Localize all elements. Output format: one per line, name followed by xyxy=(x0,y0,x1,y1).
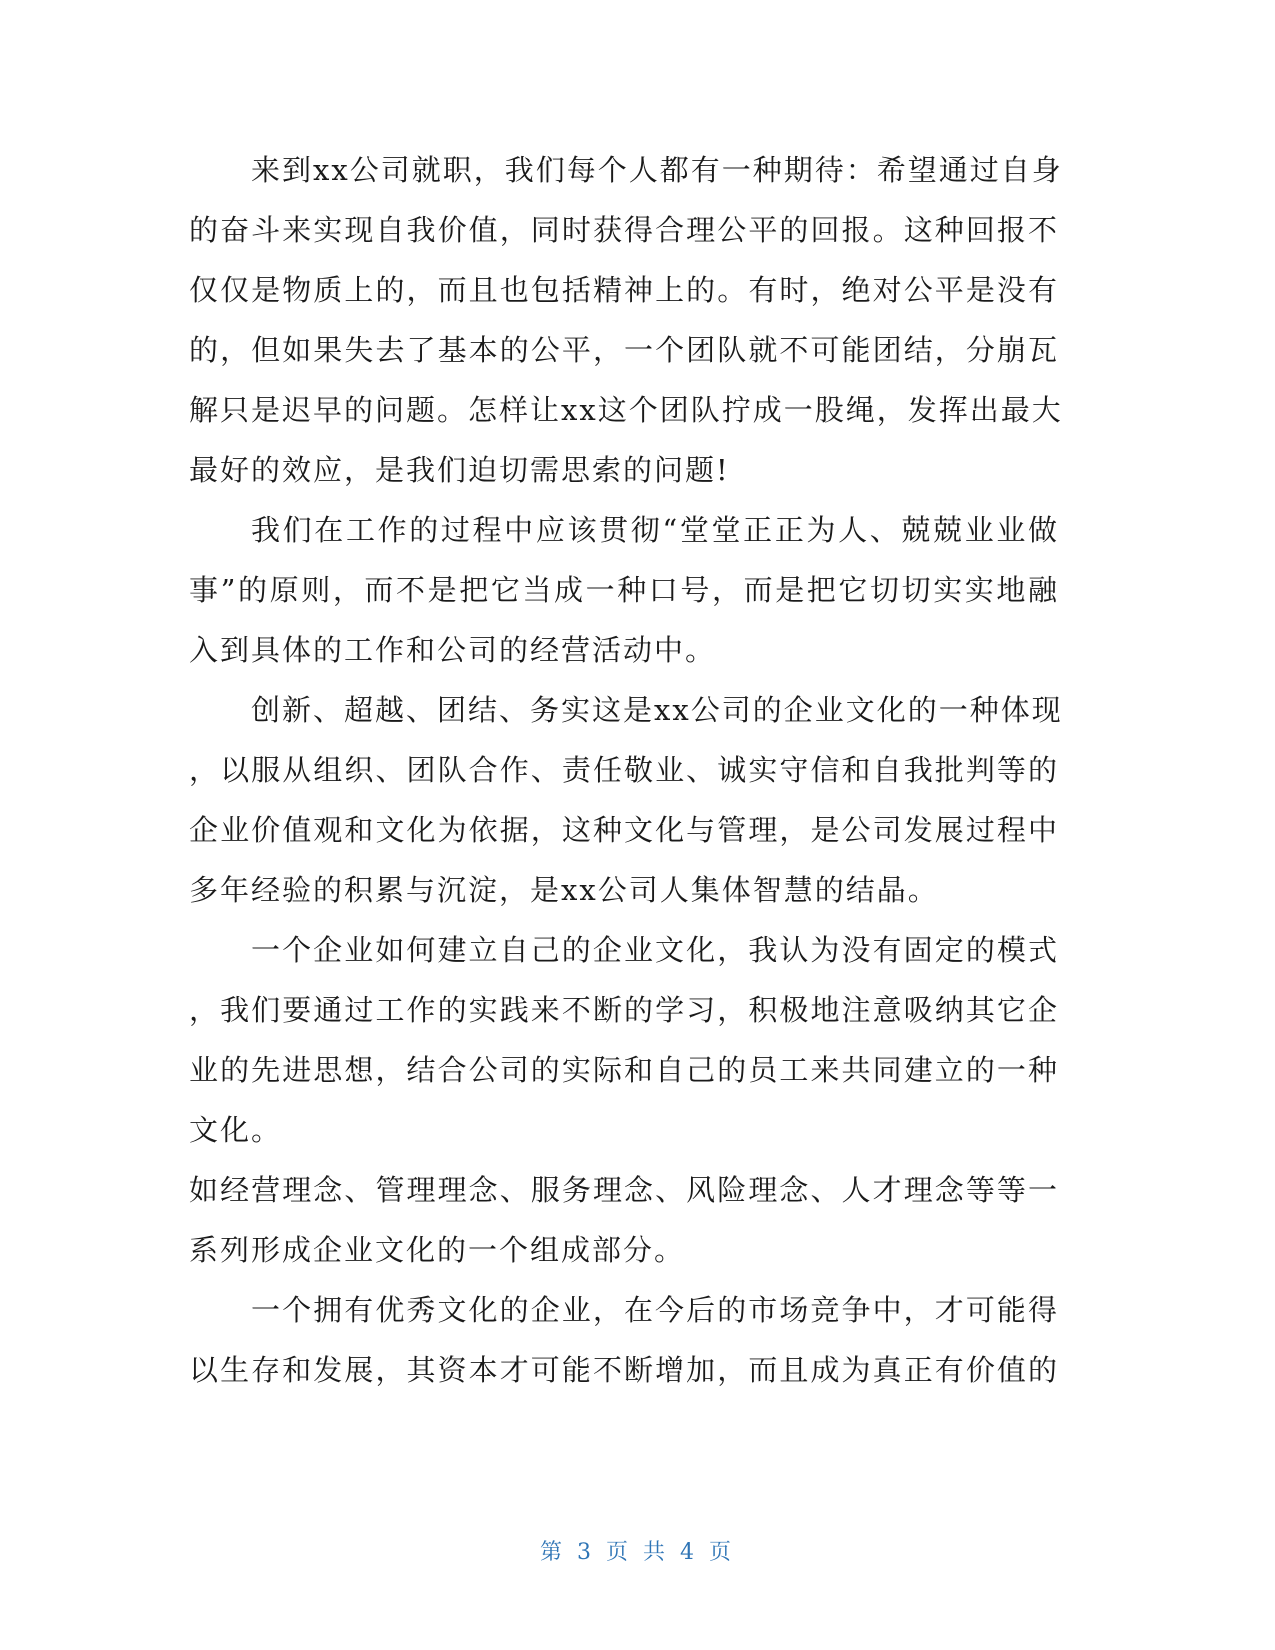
text-line: 如经营理念、管理理念、服务理念、风险理念、人才理念等等一 xyxy=(189,1173,1059,1207)
text-line: 一个企业如何建立自己的企业文化，我认为没有固定的模式 xyxy=(251,933,1059,967)
text-line: 的，但如果失去了基本的公平，一个团队就不可能团结，分崩瓦 xyxy=(189,333,1059,367)
text-line: 企业价值观和文化为依据，这种文化与管理，是公司发展过程中 xyxy=(189,813,1059,847)
text-line: 创新、超越、团结、务实这是xx公司的企业文化的一种体现 xyxy=(251,693,1063,727)
text-line: 业的先进思想，结合公司的实际和自己的员工来共同建立的一种 xyxy=(189,1053,1059,1087)
text-line: 系列形成企业文化的一个组成部分。 xyxy=(189,1233,686,1267)
text-line: 的奋斗来实现自我价值，同时获得合理公平的回报。这种回报不 xyxy=(189,213,1059,247)
text-line: 入到具体的工作和公司的经营活动中。 xyxy=(189,633,717,667)
text-line: 一个拥有优秀文化的企业，在今后的市场竞争中，才可能得 xyxy=(251,1293,1059,1327)
text-line: 仅仅是物质上的，而且也包括精神上的。有时，绝对公平是没有 xyxy=(189,273,1059,307)
text-line: 解只是迟早的问题。怎样让xx这个团队拧成一股绳，发挥出最大 xyxy=(189,393,1063,427)
text-line: 来到xx公司就职，我们每个人都有一种期待：希望通过自身 xyxy=(251,153,1063,187)
text-line: 文化。 xyxy=(189,1113,283,1147)
text-line: 多年经验的积累与沉淀，是xx公司人集体智慧的结晶。 xyxy=(189,873,939,907)
page-number-footer: 第 3 页 共 4 页 xyxy=(540,1540,735,1565)
text-line: ，以服从组织、团队合作、责任敬业、诚实守信和自我批判等的 xyxy=(189,753,1059,787)
text-line: 事”的原则，而不是把它当成一种口号，而是把它切切实实地融 xyxy=(189,573,1059,607)
text-line: 最好的效应，是我们迫切需思索的问题! xyxy=(189,453,730,487)
document-body xyxy=(189,140,1063,1400)
text-line: ，我们要通过工作的实践来不断的学习，积极地注意吸纳其它企 xyxy=(189,993,1059,1027)
text-line: 我们在工作的过程中应该贯彻“堂堂正正为人、兢兢业业做 xyxy=(251,513,1059,547)
text-line: 以生存和发展，其资本才可能不断增加，而且成为真正有价值的 xyxy=(189,1353,1059,1387)
